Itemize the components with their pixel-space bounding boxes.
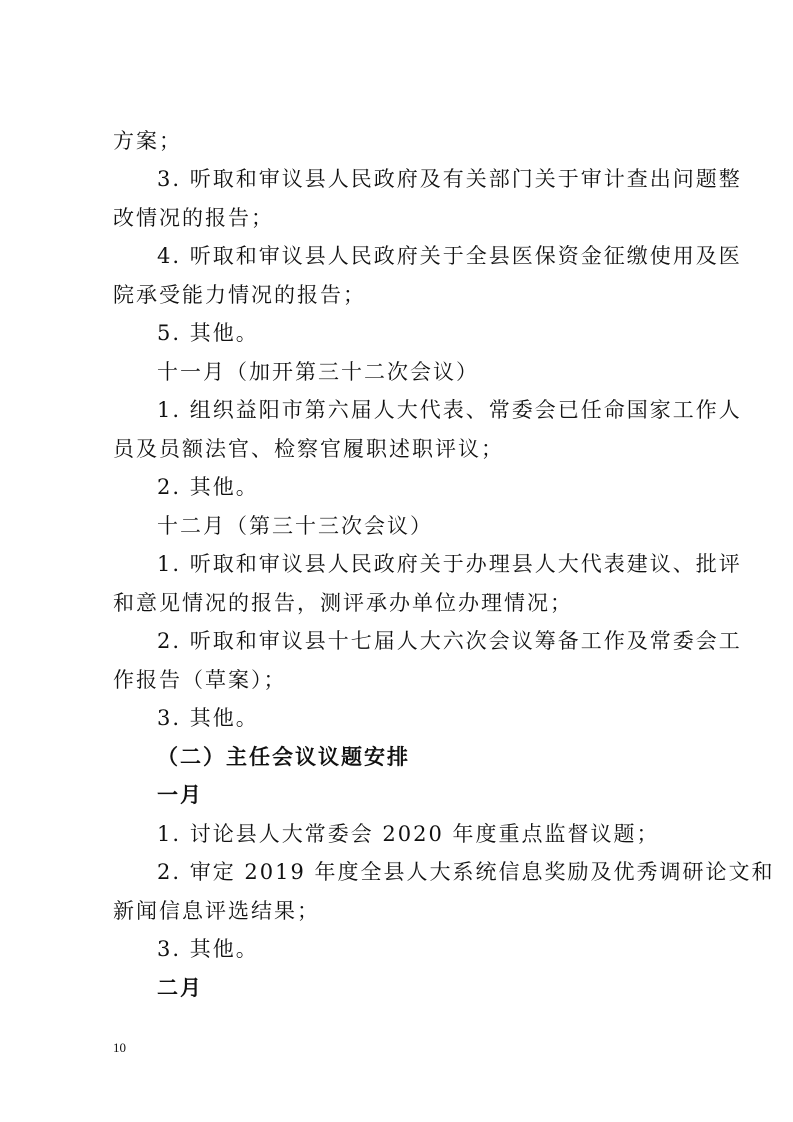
section-heading: 十一月（加开第三十二次会议） (157, 360, 479, 384)
text-line: 2. 审定 2019 年度全县人大系统信息奖励及优秀调研论文和 (157, 860, 775, 884)
text-line: 3. 其他。 (157, 937, 259, 961)
text-line: 2. 其他。 (157, 475, 259, 499)
text-line: 2. 听取和审议县十七届人大六次会议筹备工作及常委会工 (157, 629, 742, 653)
text-line: 3. 其他。 (157, 706, 259, 730)
text-line: 改情况的报告； (113, 206, 274, 230)
text-line: 5. 其他。 (157, 321, 259, 345)
page-number: 10 (113, 1040, 126, 1055)
text-line: 3. 听取和审议县人民政府及有关部门关于审计查出问题整 (157, 167, 742, 191)
text-line: 和意见情况的报告，测评承办单位办理情况； (113, 591, 573, 615)
section-heading: 十二月（第三十三次会议） (157, 514, 433, 538)
text-line: 4. 听取和审议县人民政府关于全县医保资金征缴使用及医 (157, 244, 742, 268)
text-line: 作报告（草案）； (113, 668, 287, 692)
text-line: 方案； (113, 129, 182, 153)
text-line: 1. 讨论县人大常委会 2020 年度重点监督议题； (157, 822, 660, 846)
text-line: 员及员额法官、检察官履职述职评议； (113, 437, 504, 461)
text-line: 1. 听取和审议县人民政府关于办理县人大代表建议、批评 (157, 552, 742, 576)
text-line: 新闻信息评选结果； (113, 899, 320, 923)
section-heading: 二月 (157, 975, 203, 1000)
text-line: 1. 组织益阳市第六届人大代表、常委会已任命国家工作人 (157, 398, 742, 422)
section-heading: 一月 (157, 782, 203, 807)
subsection-heading: （二）主任会议议题安排 (157, 744, 410, 769)
text-line: 院承受能力情况的报告； (113, 283, 366, 307)
